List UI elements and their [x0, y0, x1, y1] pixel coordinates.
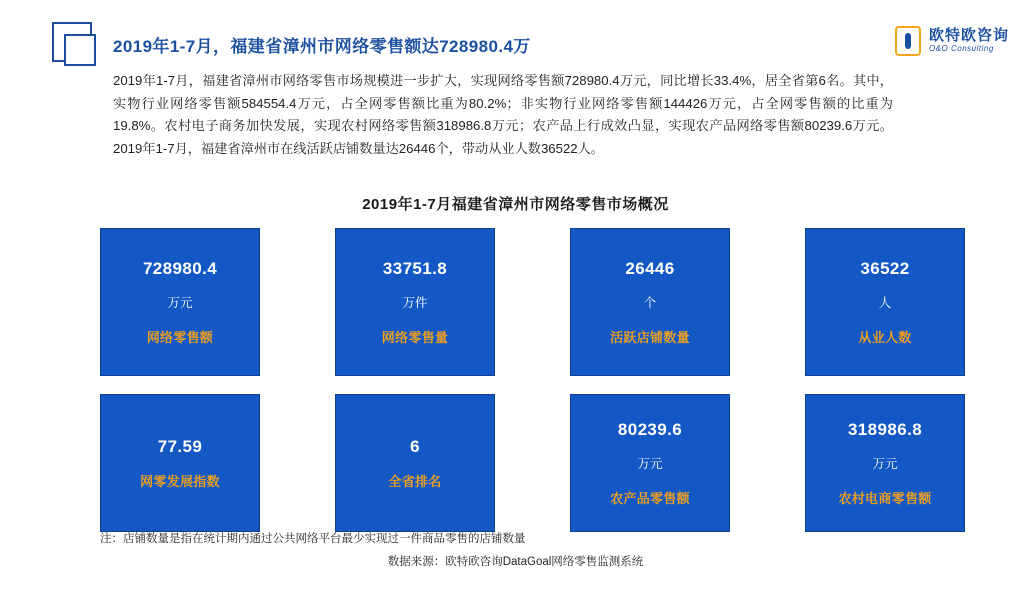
metric-unit: 万元 [637, 456, 663, 471]
metric-card [805, 394, 965, 532]
metric-value: 728980.4 [142, 258, 218, 278]
metric-card [100, 394, 260, 532]
metric-card [335, 228, 495, 376]
metric-unit: 个 [643, 295, 657, 310]
footnote: 注：店铺数量是指在统计期内通过公共网络平台最少实现过一件商品零售的店铺数量 [100, 533, 526, 545]
metric-card [570, 228, 730, 376]
metric-label: 全省排名 [388, 473, 442, 489]
metric-value: 26446 [625, 258, 675, 278]
metric-value: 318986.8 [847, 419, 923, 439]
chart-title: 2019年1-7月福建省漳州市网络零售市场概况 [362, 196, 669, 213]
metric-card [570, 394, 730, 532]
bracket-inner-shape [64, 34, 96, 66]
metric-value: 36522 [860, 258, 910, 278]
metric-value: 33751.8 [382, 258, 448, 278]
metric-label: 从业人数 [858, 329, 912, 345]
metric-card [335, 394, 495, 532]
body-paragraph: 2019年1-7月，福建省漳州市网络零售市场规模进一步扩大，实现网络零售额728980.4万元，同比增长33.4%，居全省第6名。其中，实物行业网络零售额584554.4万元，占全网零售额比重为80.2%；非实物行业网络零售额144426万元，占全网零售额的比重为19.8%。农村电子商务加快发展，实现农村网络零售额318986.8万元；农产品上行成效凸显，实现农产品网络零售额80239.6万元。2019年1-7月，福建省漳州市在线活跃店铺数量达26446个，带动从业人数36522人。 [113, 73, 893, 157]
metric-card-grid [100, 228, 966, 532]
brand-subtitle: O&O Consulting [928, 43, 994, 53]
metric-card [100, 228, 260, 376]
metric-unit: 万元 [167, 295, 193, 310]
metric-label: 农村电商零售额 [838, 490, 932, 506]
metric-unit: 万件 [402, 295, 428, 310]
data-source: 数据来源：欧特欧咨询DataGoal网络零售监测系统 [387, 556, 644, 568]
metric-label: 网络零售量 [381, 329, 449, 345]
page-title: 2019年1-7月，福建省漳州市网络零售额达728980.4万 [113, 37, 531, 56]
metric-unit: 万元 [872, 456, 898, 471]
decorative-bracket-icon [52, 22, 98, 68]
metric-card [805, 228, 965, 376]
metric-value: 80239.6 [617, 419, 683, 439]
logo-glyph-icon [895, 26, 921, 56]
metric-label: 网零发展指数 [140, 473, 220, 489]
metric-label: 活跃店铺数量 [610, 329, 690, 345]
metric-label: 农产品零售额 [610, 490, 690, 506]
metric-label: 网络零售额 [146, 329, 214, 345]
brand-text [929, 28, 1009, 53]
metric-unit: 人 [878, 295, 892, 310]
metric-value: 6 [410, 436, 420, 456]
metric-value: 77.59 [157, 436, 203, 456]
brand-name: 欧特欧咨询 [928, 27, 1009, 45]
brand-logo [895, 26, 1009, 56]
